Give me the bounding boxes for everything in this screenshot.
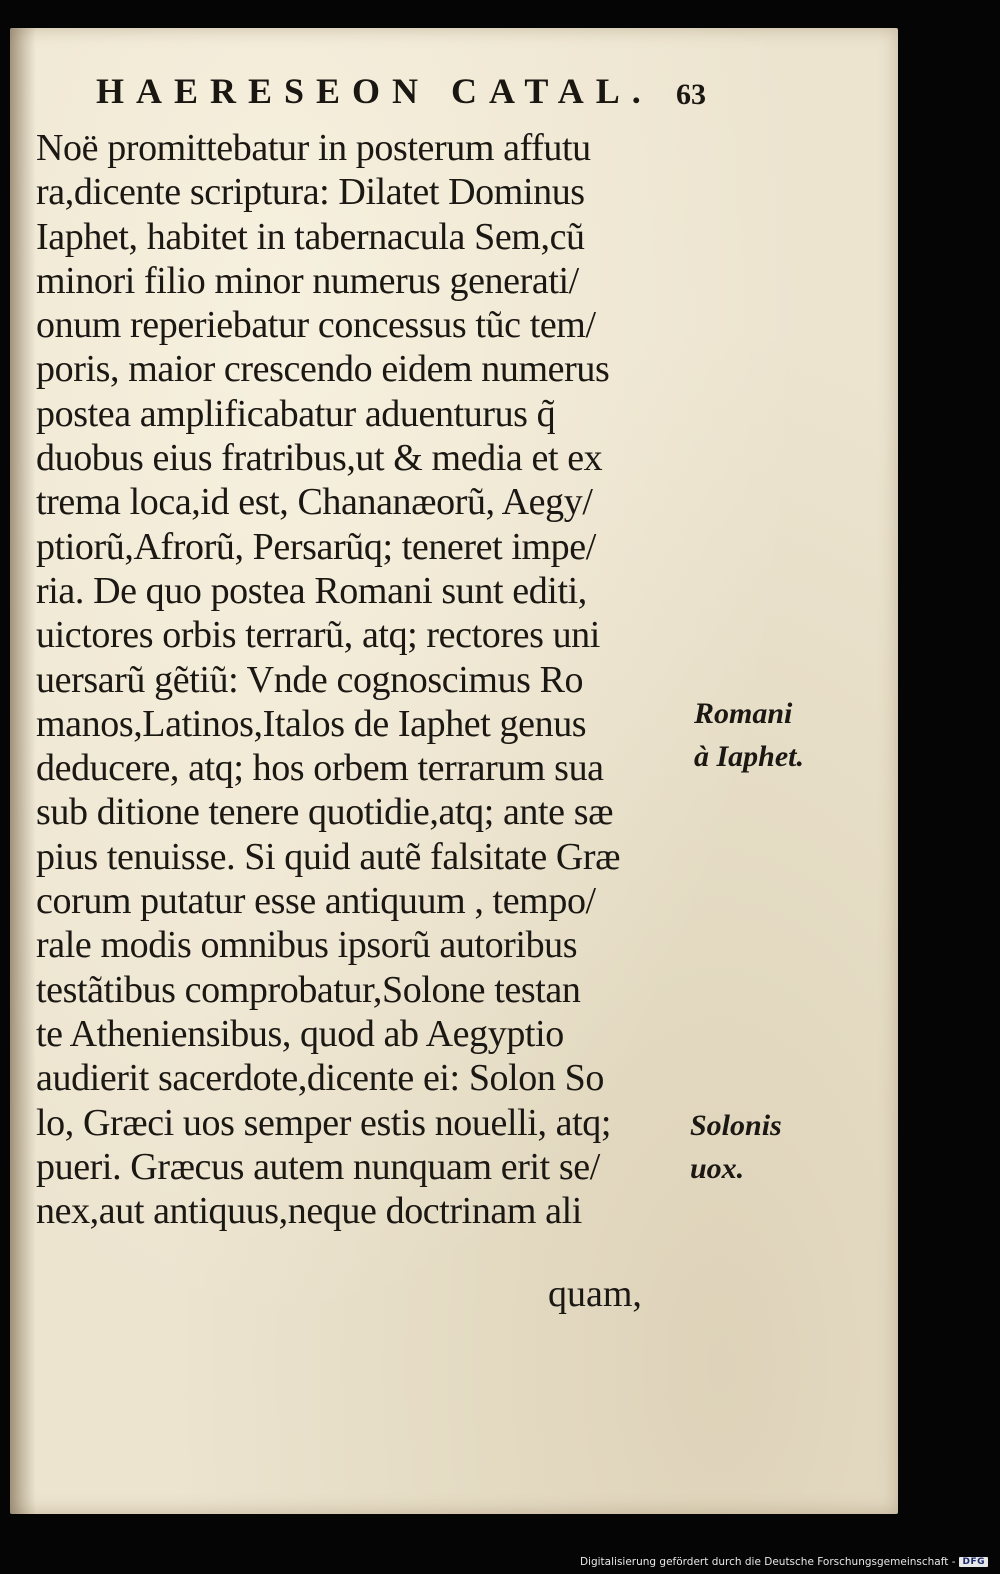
text-line: uictores orbis terrarũ, atq; rectores uni — [36, 614, 600, 657]
text-line: uersarũ gẽtiũ: Vnde cognoscimus Ro — [36, 658, 584, 701]
running-head: HAERESEON CATAL. — [96, 71, 653, 111]
text-line: corum putatur esse antiquum , tempo/ — [36, 880, 596, 923]
text-line: ra,dicente scriptura: Dilatet Dominus — [36, 171, 585, 214]
text-line: manos,Latinos,Italos de Iaphet genus — [36, 702, 587, 745]
digitization-credit — [580, 1556, 988, 1568]
text-line: poris, maior crescendo eidem numerus — [36, 348, 610, 391]
text-line: testãtibus comprobatur,Solone testan — [36, 968, 581, 1011]
text-line: postea amplificabatur aduenturus q̃ — [36, 392, 556, 435]
text-line: trema loca,id est, Chananæorũ, Aegy/ — [36, 481, 593, 524]
credit-text: Digitalisierung gefördert durch die Deutsche Forschungsgemeinschaft - — [579, 1556, 956, 1568]
text-line: nex,aut antiquus,neque doctrinam ali — [36, 1190, 582, 1233]
text-line: Iaphet, habitet in tabernacula Sem,cũ — [36, 215, 585, 258]
marginal-note-line: uox. — [690, 1152, 745, 1185]
text-line: deducere, atq; hos orbem terrarum sua — [36, 747, 604, 790]
marginal-note-line: à Iaphet. — [694, 740, 805, 773]
catchword: quam, — [548, 1273, 642, 1315]
text-line: duobus eius fratribus,ut & media et ex — [36, 437, 603, 480]
main-text-block — [36, 126, 708, 1233]
text-line: onum reperiebatur concessus tũc tem/ — [36, 304, 596, 347]
marginal-note-line: Solonis — [690, 1109, 782, 1142]
text-line: ria. De quo postea Romani sunt editi, — [36, 569, 587, 612]
text-line: audierit sacerdote,dicente ei: Solon So — [36, 1057, 604, 1100]
marginal-note-romani — [694, 692, 804, 778]
text-line: lo, Græci uos semper estis nouelli, atq; — [36, 1101, 612, 1144]
text-line: sub ditione tenere quotidie,atq; ante sæ — [36, 791, 614, 834]
dfg-logo-icon: DFG — [959, 1557, 988, 1567]
book-page — [10, 28, 898, 1514]
text-line: rale modis omnibus ipsorũ autoribus — [36, 924, 578, 967]
text-line: Noë promittebatur in posterum affutu — [36, 127, 591, 169]
marginal-note-solonis — [690, 1104, 782, 1190]
text-line: ptiorũ,Afrorũ, Persarũq; teneret impe/ — [36, 525, 596, 568]
page-gutter-shadow — [10, 28, 36, 1514]
text-line: te Atheniensibus, quod ab Aegyptio — [36, 1012, 564, 1055]
text-line: pius tenuisse. Si quid autẽ falsitate Græ — [36, 835, 621, 878]
text-line: pueri. Græcus autem nunquam erit se/ — [36, 1145, 600, 1188]
page-number: 63 — [676, 78, 706, 111]
text-line: minori filio minor numerus generati/ — [36, 259, 579, 302]
marginal-note-line: Romani — [694, 697, 793, 730]
